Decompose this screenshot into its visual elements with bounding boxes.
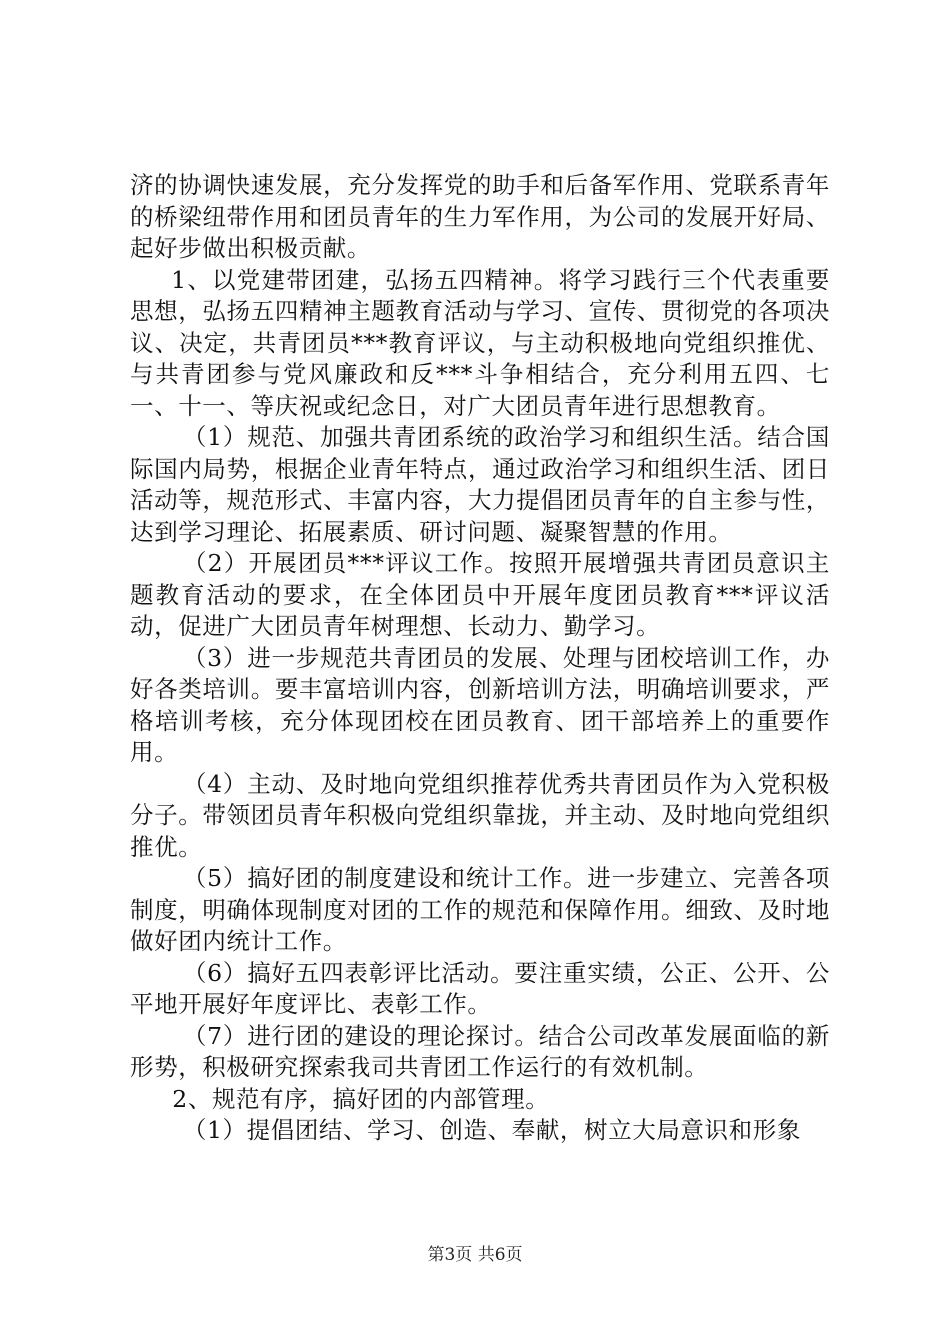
paragraph-item-5: （5）搞好团的制度建设和统计工作。进一步建立、完善各项制度，明确体现制度对团的工作的规范和保障作用。细致、及时地做好团内统计工作。 <box>130 864 830 955</box>
paragraph-item-1: （1）规范、加强共青团系统的政治学习和组织生活。结合国际国内局势，根据企业青年特点，通过政治学习和组织生活、团日活动等，规范形式、丰富内容，大力提倡团员青年的自主参与性，达到学习理论、拓展素质、研讨问题、凝聚智慧的作用。 <box>130 423 830 546</box>
paragraph-section-2: 2、规范有序，搞好团的内部管理。 <box>172 1084 550 1113</box>
document-body <box>130 170 830 1147</box>
paragraph-item-3: （3）进一步规范共青团员的发展、处理与团校培训工作，办好各类培训。要丰富培训内容，创新培训方法，明确培训要求，严格培训考核，充分体现团校在团员教育、团干部培养上的重要作用。 <box>130 643 830 766</box>
paragraph-section-2-item-1: （1）提倡团结、学习、创造、奉献，树立大局意识和形象 <box>182 1116 801 1144</box>
page-footer: 第3页 共6页 <box>427 1245 523 1265</box>
paragraph-item-7: （7）进行团的建设的理论探讨。结合公司改革发展面临的新形势，积极研究探索我司共青团工作运行的有效机制。 <box>130 1021 830 1081</box>
paragraph-continuation: 济的协调快速发展，充分发挥党的助手和后备军作用、党联系青年的桥梁纽带作用和团员青年的生力军作用，为公司的发展开好局、起好步做出积极贡献。 <box>130 171 830 262</box>
paragraph-item-6: （6）搞好五四表彰评比活动。要注重实绩，公正、公开、公平地开展好年度评比、表彰工作。 <box>130 958 830 1018</box>
paragraph-section-1: 1、以党建带团建，弘扬五四精神。将学习践行三个代表重要思想，弘扬五四精神主题教育活动与学习、宣传、贯彻党的各项决议、决定，共青团员***教育评议，与主动积极地向党组织推优、与共青团参与党风廉政和反***斗争相结合，充分利用五四、七一、十一、等庆祝或纪念日，对广大团员青年进行思想教育。 <box>130 265 830 420</box>
paragraph-item-2: （2）开展团员***评议工作。按照开展增强共青团员意识主题教育活动的要求，在全体团员中开展年度团员教育***评议活动，促进广大团员青年树理想、长动力、勤学习。 <box>130 549 830 640</box>
paragraph-item-4: （4）主动、及时地向党组织推荐优秀共青团员作为入党积极分子。带领团员青年积极向党组织靠拢，并主动、及时地向党组织推优。 <box>130 769 830 861</box>
